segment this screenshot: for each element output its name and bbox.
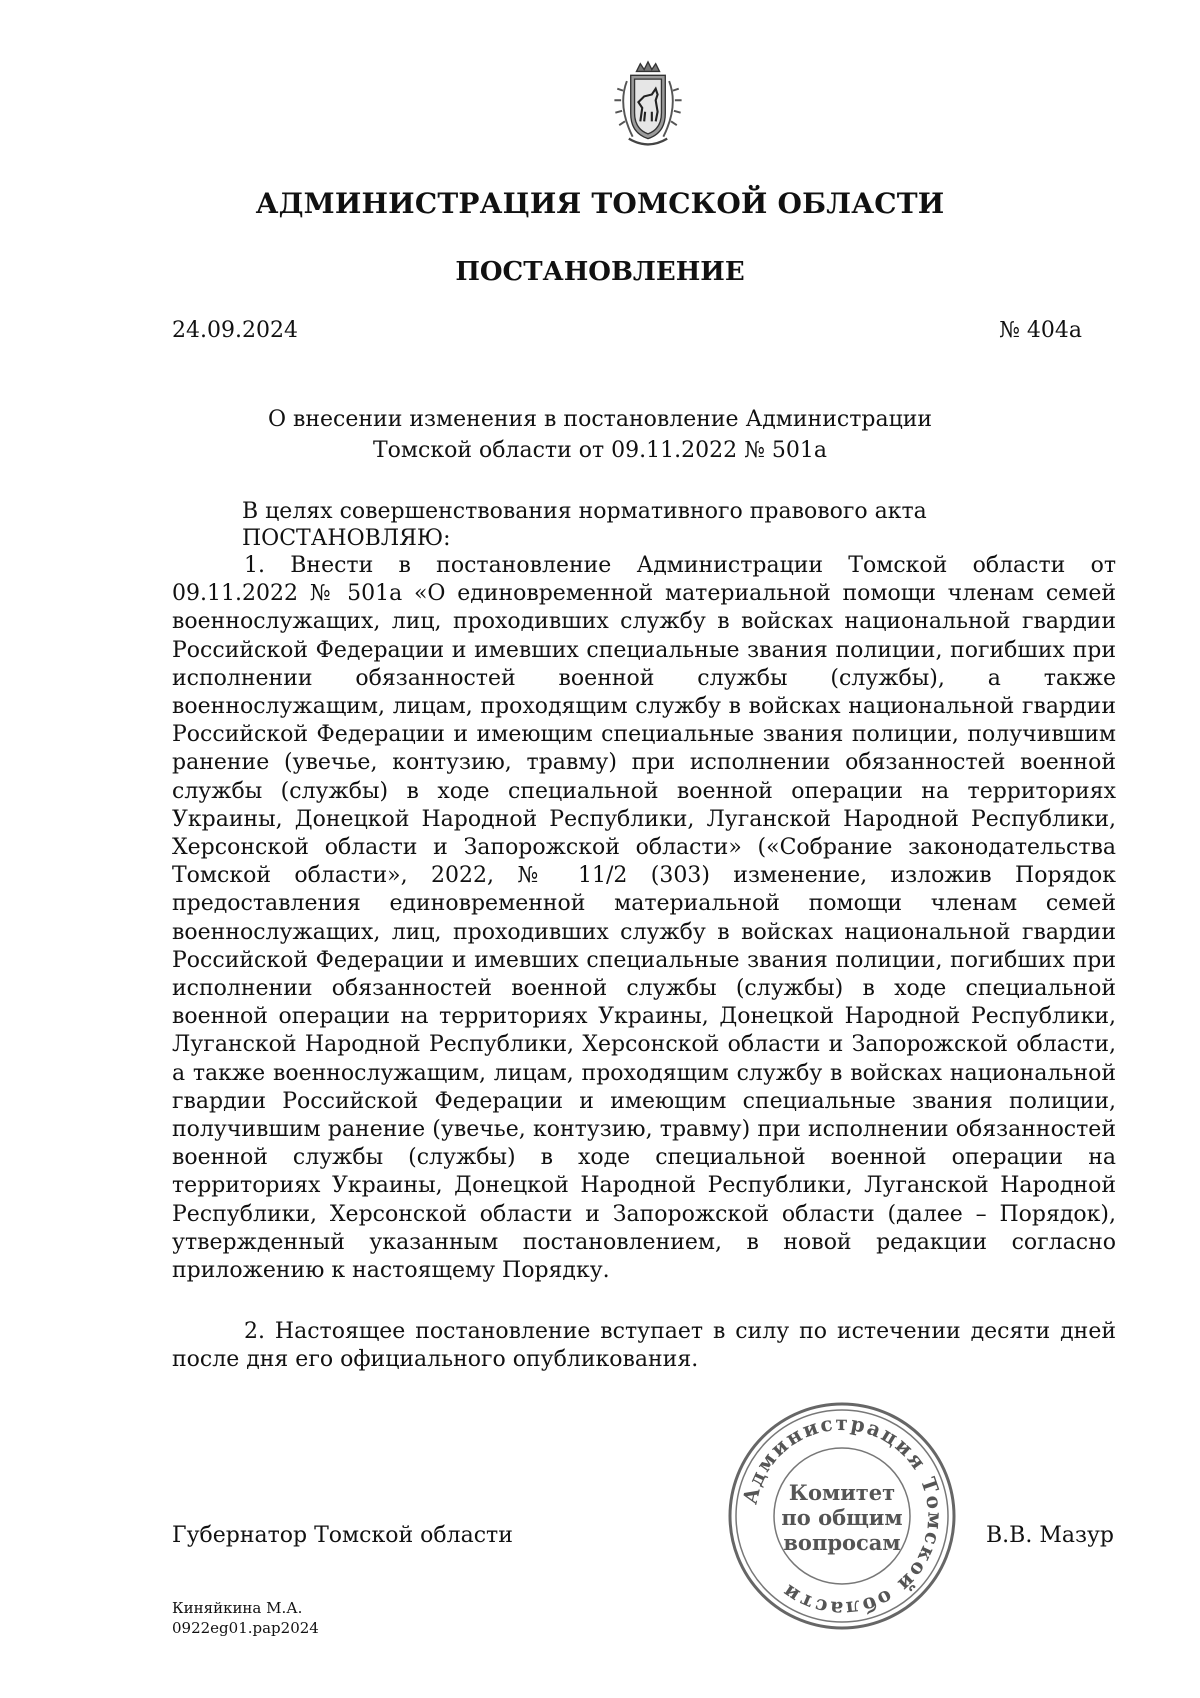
resolution-keyword: ПОСТАНОВЛЯЮ: [242, 526, 451, 551]
document-date: 24.09.2024 [172, 318, 298, 343]
document-type-title: ПОСТАНОВЛЕНИЕ [455, 257, 745, 287]
subject-line-1: О внесении изменения в постановление Администрации [267, 407, 933, 432]
subject-line-2: Томской области от 09.11.2022 № 501а [372, 438, 828, 463]
paragraph-1: 1. Внести в постановление Администрации Томской области от 09.11.2022 № 501а «О единовременной материальной помощи членам семей военнослужащих, лиц, проходивших службу в войсках национальной гвардии Российской Федерации и имевших специальные звания полиции, погибших при исполнении обязанностей военной службы (службы), а также военнослужащим, лицам, проходящим службу в войсках национальной гвардии Российской Федерации и имеющим специальные звания полиции, получившим ранение (увечье, контузию, травму) при исполнении обязанностей военной службы (службы) в ходе специальной военной операции на территориях Украины, Донецкой Народной Республики, Луганской Народной Республики, Херсонской области и Запорожской области» («Собрание законодательства Томской области», 2022, № 11/2 (303) изменение, изложив Порядок предоставления единовременной материальной помощи членам семей военнослужащих, лиц, проходивших службу в войсках национальной гвардии Российской Федерации и имевших специальные звания полиции, погибших при исполнении обязанностей военной службы (службы) в ходе специальной военной операции на территориях Украины, Донецкой Народной Республики, Луганской Народной Республики, Херсонской области и Запорожской области, а также военнослужащим, лицам, проходящим службу в войсках национальной гвардии Российской Федерации и имеющим специальные звания полиции, получившим ранение (увечье, контузию, травму) при исполнении обязанностей военной службы (службы) в ходе специальной военной операции на территориях Украины, Донецкой Народной Республики, Луганской Народной Республики, Херсонской области и Запорожской области (далее – Порядок), утвержденный указанным постановлением, в новой редакции согласно приложению к настоящему Порядку. [172, 553, 1116, 1284]
preamble-text: В целях совершенствования нормативного правового акта [242, 499, 927, 524]
document-number: № 404а [999, 318, 1082, 343]
document-subject [0, 404, 1200, 466]
stamp-center-line-3: вопросам [783, 1530, 901, 1555]
stamp-ring-text: Администрация Томской области [737, 1410, 948, 1622]
coat-of-arms-emblem [600, 58, 696, 154]
organization-title: АДМИНИСТРАЦИЯ ТОМСКОЙ ОБЛАСТИ [255, 187, 945, 220]
stamp-center-line-1: Комитет [788, 1480, 896, 1505]
paragraph-2: 2. Настоящее постановление вступает в силу по истечении десяти дней после дня его официального опубликования. [172, 1319, 1116, 1373]
signatory-title: Губернатор Томской области [172, 1523, 513, 1548]
executor-name: Киняйкина М.А. [172, 1599, 303, 1617]
executor-block [172, 1598, 319, 1638]
signatory-name: В.В. Мазур [986, 1523, 1114, 1548]
official-stamp [722, 1396, 962, 1636]
file-reference: 0922eg01.pap2024 [172, 1619, 319, 1637]
stamp-center-line-2: по общим [781, 1505, 903, 1530]
